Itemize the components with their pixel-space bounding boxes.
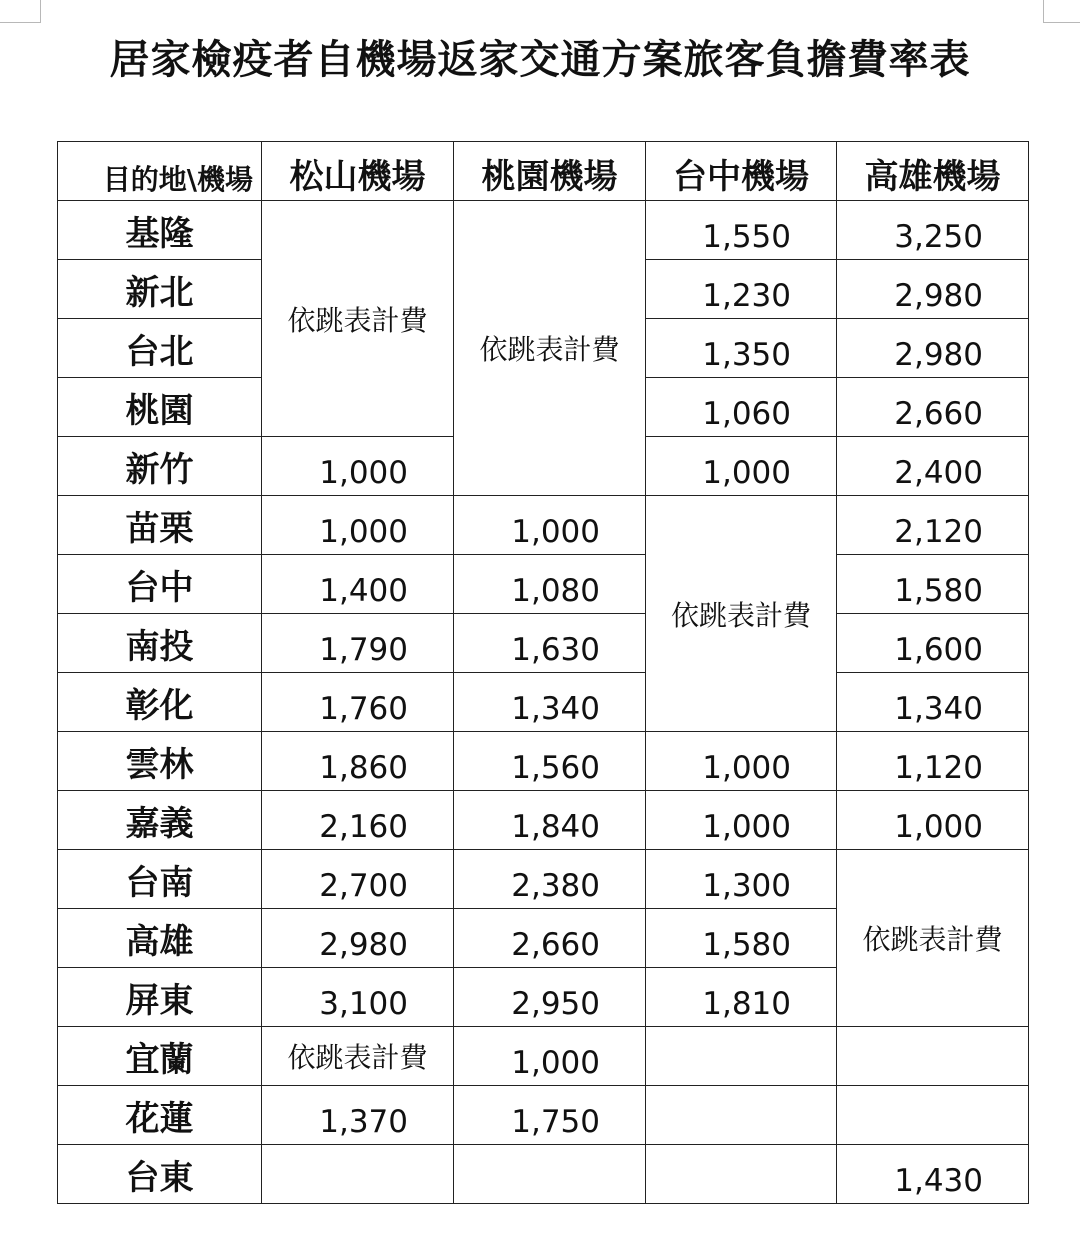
table-row — [58, 1145, 1029, 1204]
fare-cell-kaohsiung: 3,250 — [837, 201, 1029, 260]
fare-cell-songshan: 2,980 — [262, 909, 454, 968]
fare-cell-kaohsiung: 1,580 — [837, 555, 1029, 614]
fare-cell-kaohsiung: 1,430 — [837, 1145, 1029, 1204]
fare-cell-taichung: 1,060 — [646, 378, 837, 437]
destination-cell: 南投 — [58, 614, 262, 673]
fare-cell-taichung: 1,230 — [646, 260, 837, 319]
fare-cell-taichung — [646, 1027, 837, 1086]
fare-cell-taoyuan: 1,000 — [454, 1027, 646, 1086]
fare-cell-taichung: 1,300 — [646, 850, 837, 909]
fare-cell-songshan: 2,700 — [262, 850, 454, 909]
page-corner-mark-left — [0, 0, 41, 23]
fare-cell-songshan: 1,860 — [262, 732, 454, 791]
fare-cell-songshan-metered: 依跳表計費 — [262, 201, 454, 437]
fare-cell-taichung: 1,550 — [646, 201, 837, 260]
fare-cell-songshan: 1,400 — [262, 555, 454, 614]
fare-cell-taoyuan: 2,380 — [454, 850, 646, 909]
fare-cell-taoyuan: 1,340 — [454, 673, 646, 732]
destination-cell: 基隆 — [58, 201, 262, 260]
table-row — [58, 614, 1029, 673]
fare-cell-songshan — [262, 1145, 454, 1204]
fare-cell-songshan: 1,790 — [262, 614, 454, 673]
header-taoyuan-airport: 桃園機場 — [454, 142, 646, 201]
destination-cell: 屏東 — [58, 968, 262, 1027]
destination-cell: 苗栗 — [58, 496, 262, 555]
table-row — [58, 201, 1029, 260]
fare-cell-songshan: 2,160 — [262, 791, 454, 850]
fare-cell-songshan: 1,000 — [262, 496, 454, 555]
destination-cell: 嘉義 — [58, 791, 262, 850]
fare-cell-songshan: 1,370 — [262, 1086, 454, 1145]
header-destination-airport: 目的地\機場 — [58, 142, 262, 201]
fare-cell-taichung: 1,580 — [646, 909, 837, 968]
fare-cell-taoyuan: 1,000 — [454, 496, 646, 555]
fare-cell-taichung-metered: 依跳表計費 — [646, 496, 837, 732]
fare-cell-taichung: 1,000 — [646, 437, 837, 496]
header-kaohsiung-airport: 高雄機場 — [837, 142, 1029, 201]
destination-cell: 高雄 — [58, 909, 262, 968]
fare-cell-kaohsiung — [837, 1027, 1029, 1086]
table-row — [58, 1086, 1029, 1145]
fare-cell-taichung: 1,350 — [646, 319, 837, 378]
fare-cell-taoyuan: 1,560 — [454, 732, 646, 791]
fare-cell-taoyuan: 1,080 — [454, 555, 646, 614]
fare-cell-taoyuan: 1,630 — [454, 614, 646, 673]
fare-cell-kaohsiung — [837, 1086, 1029, 1145]
fare-cell-songshan: 1,000 — [262, 437, 454, 496]
fare-cell-taoyuan: 2,660 — [454, 909, 646, 968]
destination-cell: 花蓮 — [58, 1086, 262, 1145]
destination-cell: 台南 — [58, 850, 262, 909]
fare-cell-kaohsiung: 1,600 — [837, 614, 1029, 673]
fare-cell-songshan-metered: 依跳表計費 — [262, 1027, 454, 1086]
fare-cell-taoyuan — [454, 1145, 646, 1204]
table-row — [58, 850, 1029, 909]
destination-cell: 雲林 — [58, 732, 262, 791]
header-songshan-airport: 松山機場 — [262, 142, 454, 201]
destination-cell: 宜蘭 — [58, 1027, 262, 1086]
fare-cell-songshan: 3,100 — [262, 968, 454, 1027]
page-title: 居家檢疫者自機場返家交通方案旅客負擔費率表 — [109, 37, 971, 83]
fare-cell-kaohsiung: 1,000 — [837, 791, 1029, 850]
destination-cell: 台北 — [58, 319, 262, 378]
fare-table — [57, 141, 1029, 1204]
destination-cell: 台東 — [58, 1145, 262, 1204]
destination-cell: 桃園 — [58, 378, 262, 437]
destination-cell: 新竹 — [58, 437, 262, 496]
fare-cell-taichung: 1,000 — [646, 791, 837, 850]
destination-cell: 彰化 — [58, 673, 262, 732]
fare-cell-taoyuan: 2,950 — [454, 968, 646, 1027]
fare-cell-taichung — [646, 1086, 837, 1145]
table-row — [58, 673, 1029, 732]
table-row — [58, 555, 1029, 614]
fare-cell-kaohsiung: 1,120 — [837, 732, 1029, 791]
fare-cell-kaohsiung: 2,660 — [837, 378, 1029, 437]
header-taichung-airport: 台中機場 — [646, 142, 837, 201]
table-row — [58, 496, 1029, 555]
fare-cell-kaohsiung: 2,980 — [837, 260, 1029, 319]
fare-cell-kaohsiung-metered: 依跳表計費 — [837, 850, 1029, 1027]
table-header-row — [58, 142, 1029, 201]
fare-cell-taoyuan: 1,750 — [454, 1086, 646, 1145]
fare-cell-taichung — [646, 1145, 837, 1204]
fare-cell-kaohsiung: 2,400 — [837, 437, 1029, 496]
fare-cell-taichung: 1,810 — [646, 968, 837, 1027]
fare-cell-taoyuan-metered: 依跳表計費 — [454, 201, 646, 496]
page-corner-mark-right — [1043, 0, 1080, 23]
table-row — [58, 732, 1029, 791]
fare-cell-kaohsiung: 2,980 — [837, 319, 1029, 378]
fare-cell-kaohsiung: 2,120 — [837, 496, 1029, 555]
table-row — [58, 1027, 1029, 1086]
fare-cell-taoyuan: 1,840 — [454, 791, 646, 850]
table-row — [58, 791, 1029, 850]
destination-cell: 新北 — [58, 260, 262, 319]
fare-cell-kaohsiung: 1,340 — [837, 673, 1029, 732]
fare-cell-taichung: 1,000 — [646, 732, 837, 791]
fare-cell-songshan: 1,760 — [262, 673, 454, 732]
destination-cell: 台中 — [58, 555, 262, 614]
